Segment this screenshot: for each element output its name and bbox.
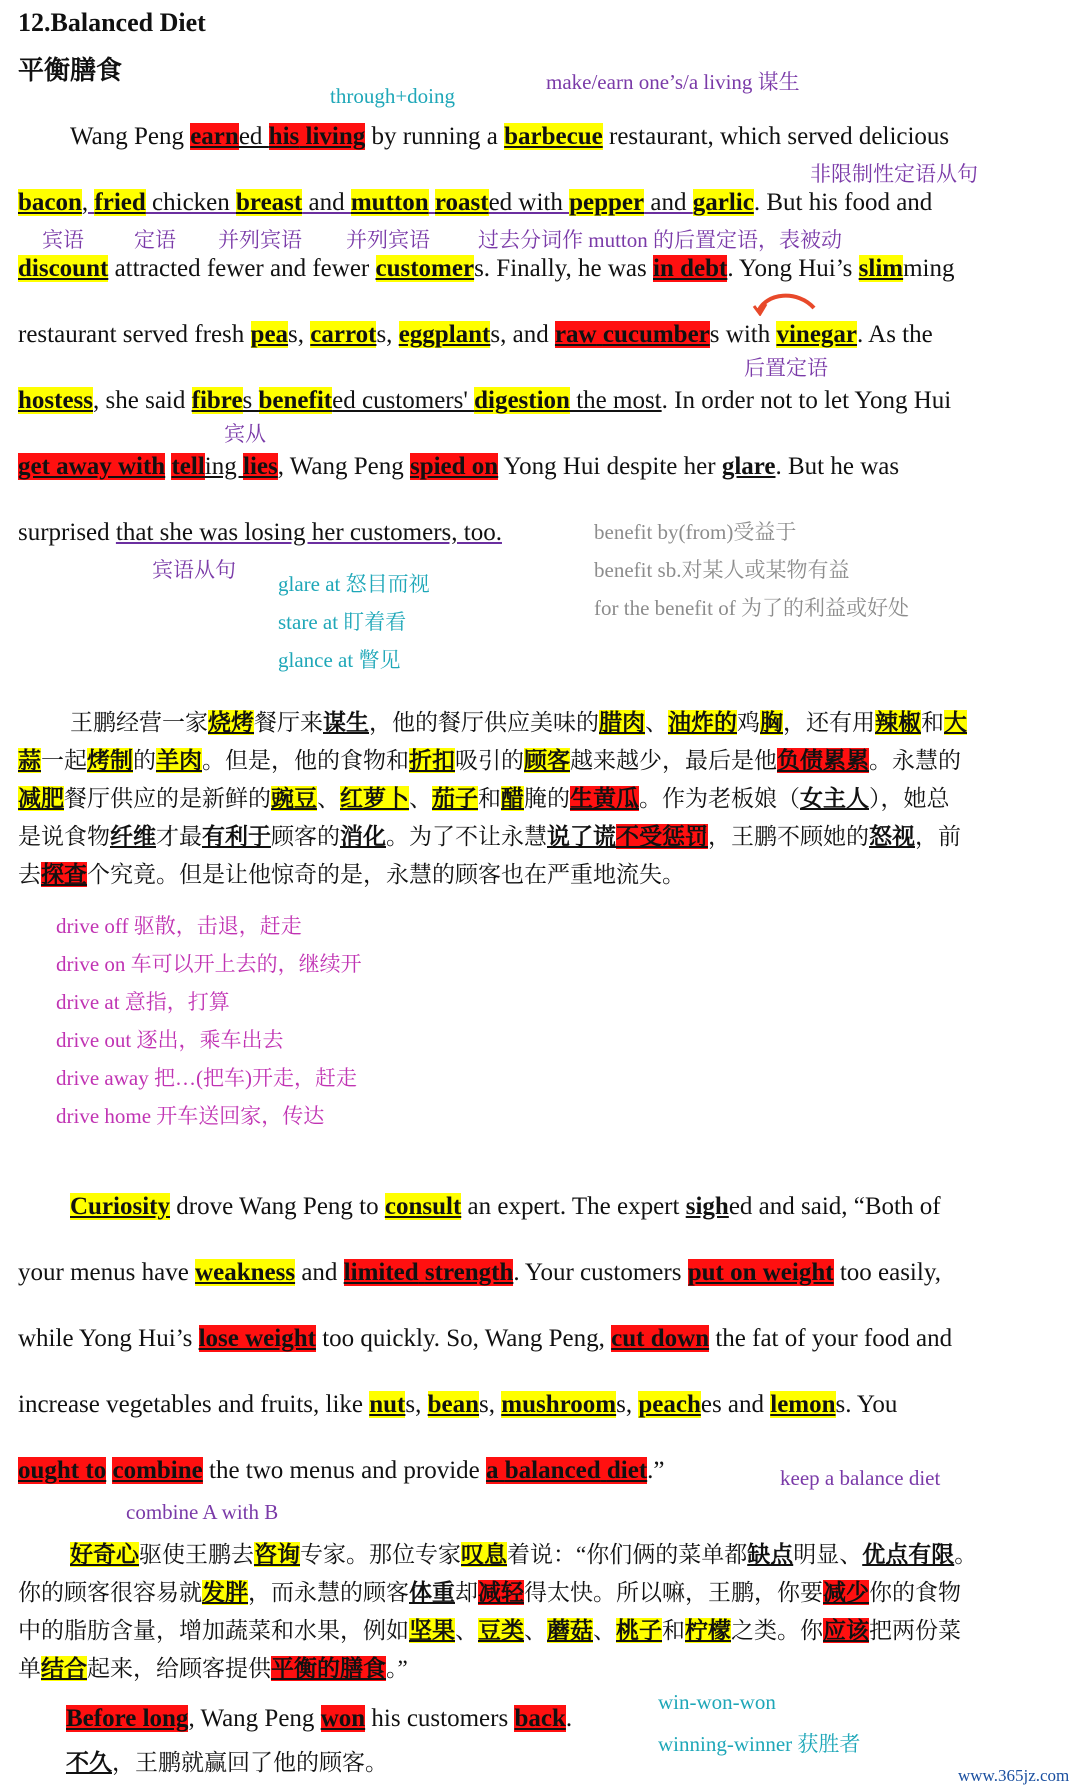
- note-binglie-1: 并列宾语: [218, 228, 302, 252]
- cn1-line-3: 减肥餐厅供应的是新鲜的豌豆、红萝卜、茄子和醋腌的生黄瓜。作为老板娘（女主人），她总: [18, 786, 950, 811]
- hl-carrot: carrot: [310, 321, 377, 348]
- hl-spied-on: spied on: [409, 453, 499, 480]
- word-glare: glare: [721, 453, 776, 480]
- note-guoqu-fenci: 过去分词作 mutton 的后置定语，表被动: [478, 228, 843, 252]
- p2-line-2: your menus have weakness and limited strength. Your customers put on weight too easily,: [18, 1259, 941, 1286]
- cn2-line-1: 好奇心驱使王鹏去咨询专家。那位专家叹息着说：“你们俩的菜单都缺点明显、优点有限。: [70, 1542, 978, 1567]
- hl-get-away-with: get away with: [18, 453, 166, 480]
- p1-line-1: Wang Peng earned his living by running a barbecue restaurant, which served delicious: [70, 123, 950, 150]
- note-make-living: make/earn one’s/a living 谋生: [546, 70, 800, 94]
- page-title: 12.Balanced Diet: [18, 8, 206, 37]
- hl-pea: pea: [250, 321, 289, 348]
- p2-line-3: while Yong Hui’s lose weight too quickly. So, Wang Peng, cut down the fat of your food and: [18, 1325, 953, 1352]
- note-keep-balance: keep a balance diet: [780, 1466, 941, 1490]
- note-houzhi-dingyu: 后置定语: [744, 356, 828, 380]
- note-win-won: win-won-won: [658, 1690, 776, 1714]
- note-combine-a-with-b: combine A with B: [126, 1500, 279, 1524]
- note-glance-at: glance at 瞥见: [278, 648, 401, 672]
- hl-lies: lies: [243, 453, 278, 480]
- hl-benefit: benefit: [258, 387, 333, 414]
- cn1-line-2: 蒜一起烤制的羊肉。但是，他的食物和折扣吸引的顾客越来越少，最后是他负债累累。永慧的: [18, 748, 961, 773]
- note-benefit-2: benefit sb.对某人或某物有益: [594, 558, 850, 582]
- cn2-line-2: 你的顾客很容易就发胖，而永慧的顾客体重却减轻得太快。所以嘛，王鹏，你要减少你的食物: [18, 1580, 961, 1605]
- note-binglie-2: 并列宾语: [346, 228, 430, 252]
- cn3-line: 不久，王鹏就赢回了他的顾客。: [66, 1750, 388, 1775]
- drive-item: drive on 车可以开上去的，继续开: [56, 952, 362, 976]
- hl-cucumber: cucumber: [602, 321, 710, 348]
- hl-fried: fried: [94, 189, 146, 216]
- p1-line-7: surprised that she was losing her customers, too.: [18, 519, 502, 546]
- p1-line-6: get away with telling lies, Wang Peng spied on Yong Hui despite her glare. But he was: [18, 453, 900, 480]
- note-binyu-congju: 宾语从句: [152, 558, 236, 582]
- hl-breast: breast: [236, 189, 303, 216]
- drive-item: drive away 把…(把车)开走，赶走: [56, 1066, 357, 1090]
- note-glare-at: glare at 怒目而视: [278, 572, 430, 596]
- p1-line-2: bacon, fried chicken breast and mutton roasted with pepper and garlic. But his food and: [18, 189, 933, 216]
- hl-customer: customer: [375, 255, 475, 282]
- note-through-doing: through+doing: [330, 84, 456, 108]
- hl-eggplant: eggplant: [398, 321, 491, 348]
- hl-slim: slim: [858, 255, 904, 282]
- p2-line-1: Curiosity drove Wang Peng to consult an expert. The expert sighed and said, “Both of: [70, 1193, 941, 1220]
- hl-garlic: garlic: [692, 189, 754, 216]
- cn1-line-1: 王鹏经营一家烧烤餐厅来谋生，他的餐厅供应美味的腊肉、油炸的鸡胸，还有用辣椒和大: [70, 710, 967, 735]
- p3-line-1: Before long, Wang Peng won his customers back.: [66, 1705, 573, 1732]
- hl-living: living: [305, 123, 366, 150]
- p2-line-5: ought to combine the two menus and provide a balanced diet.”: [18, 1457, 665, 1484]
- hl-discount: discount: [18, 255, 109, 282]
- note-winning-winner: winning-winner 获胜者: [658, 1732, 861, 1756]
- page-subtitle: 平衡膳食: [18, 56, 123, 85]
- hl-tell: tell: [171, 453, 205, 480]
- note-benefit-3: for the benefit of 为了的利益或好处: [594, 596, 909, 620]
- cn1-line-4: 是说食物纤维才最有利于顾客的消化。为了不让永慧说了谎不受惩罚，王鹏不顾她的怒视，前: [18, 824, 961, 849]
- hl-bacon: bacon: [18, 189, 82, 216]
- p1-line-5: hostess, she said fibres benefited customers' digestion the most. In order not to let Yong Hui: [18, 387, 952, 414]
- note-feixianzhi: 非限制性定语从句: [810, 162, 978, 186]
- cn1-line-5: 去探查个究竟。但是让他惊奇的是，永慧的顾客也在严重地流失。: [18, 862, 685, 887]
- hl-barbecue: barbecue: [504, 123, 603, 150]
- hl-digestion: digestion: [474, 387, 570, 414]
- hl-his: his: [268, 123, 300, 150]
- hl-roast: roast: [434, 189, 489, 216]
- hl-raw: raw: [554, 321, 597, 348]
- hl-pepper: pepper: [569, 189, 645, 216]
- hl-vinegar: vinegar: [776, 321, 858, 348]
- hl-in-debt: in debt: [653, 255, 728, 282]
- hl-fibre: fibre: [191, 387, 243, 414]
- drive-item: drive off 驱散，击退，赶走: [56, 914, 302, 938]
- p1-line-3: discount attracted fewer and fewer customers. Finally, he was in debt. Yong Hui’s slimming: [18, 255, 955, 282]
- drive-item: drive home 开车送回家，传达: [56, 1104, 325, 1128]
- cn2-line-4: 单结合起来，给顾客提供平衡的膳食。”: [18, 1656, 408, 1681]
- drive-item: drive at 意指，打算: [56, 990, 230, 1014]
- note-dingyu: 定语: [134, 228, 176, 252]
- p2-line-4: increase vegetables and fruits, like nuts, beans, mushrooms, peaches and lemons. You: [18, 1391, 898, 1418]
- hl-hostess: hostess: [18, 387, 94, 414]
- footer-watermark: www.365jz.com: [958, 1766, 1070, 1785]
- note-stare-at: stare at 盯着看: [278, 610, 407, 634]
- curved-arrow-icon: [752, 288, 822, 316]
- p1-line-4: restaurant served fresh peas, carrots, eggplants, and raw cucumbers with vinegar. As the: [18, 321, 933, 348]
- drive-item: drive out 逐出，乘车出去: [56, 1028, 284, 1052]
- note-benefit-1: benefit by(from)受益于: [594, 520, 797, 544]
- note-binyu: 宾语: [42, 228, 84, 252]
- hl-mutton: mutton: [350, 189, 429, 216]
- cn2-line-3: 中的脂肪含量，增加蔬菜和水果，例如坚果、豆类、蘑菇、桃子和柠檬之类。你应该把两份菜: [18, 1618, 961, 1643]
- note-bincong: 宾从: [224, 422, 266, 446]
- hl-earn: earn: [190, 123, 239, 150]
